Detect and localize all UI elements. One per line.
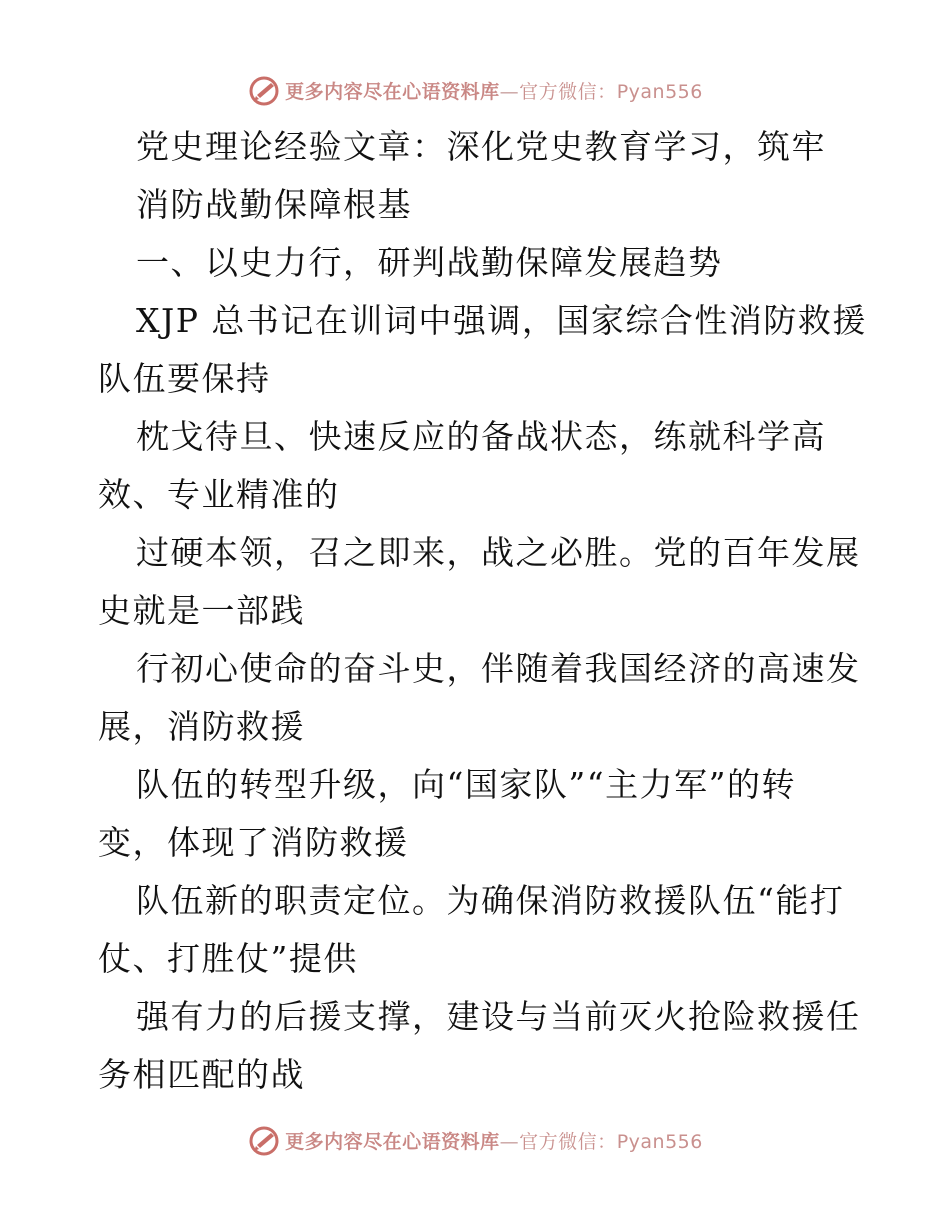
doc-line: 党史理论经验文章：深化党史教育学习，筑牢 xyxy=(136,127,826,166)
document-body xyxy=(98,118,867,1104)
doc-line: 变，体现了消防救援 xyxy=(98,823,409,862)
doc-line: 务相匹配的战 xyxy=(98,1055,305,1094)
doc-line: 效、专业精准的 xyxy=(98,475,340,514)
logo-icon xyxy=(247,73,281,107)
doc-line: 队伍新的职责定位。为确保消防救援队伍“能打 xyxy=(136,881,845,920)
doc-line: 队伍要保持 xyxy=(98,359,271,398)
watermark-text: 更多内容尽在心语资料库—官方微信：Pyan556 xyxy=(285,80,703,103)
doc-line: 史就是一部践 xyxy=(98,591,305,630)
logo-icon xyxy=(247,1123,281,1157)
doc-line: 强有力的后援支撑，建设与当前灭火抢险救援任 xyxy=(136,997,861,1036)
doc-line: 消防战勤保障根基 xyxy=(136,185,412,224)
footer-watermark xyxy=(0,1120,950,1160)
doc-line: 过硬本领，召之即来，战之必胜。党的百年发展 xyxy=(136,533,861,572)
doc-line: 行初心使命的奋斗史，伴随着我国经济的高速发 xyxy=(136,649,861,688)
doc-line: 仗、打胜仗”提供 xyxy=(98,939,358,978)
header-watermark xyxy=(0,70,950,110)
doc-line: 队伍的转型升级，向“国家队”“主力军”的转 xyxy=(136,765,796,804)
doc-line: XJP 总书记在训词中强调，国家综合性消防救援 xyxy=(136,301,867,340)
doc-line: 展，消防救援 xyxy=(98,707,305,746)
doc-line: 一、以史力行，研判战勤保障发展趋势 xyxy=(136,243,723,282)
watermark-text: 更多内容尽在心语资料库—官方微信：Pyan556 xyxy=(285,1130,703,1153)
doc-line: 枕戈待旦、快速反应的备战状态，练就科学高 xyxy=(136,417,826,456)
